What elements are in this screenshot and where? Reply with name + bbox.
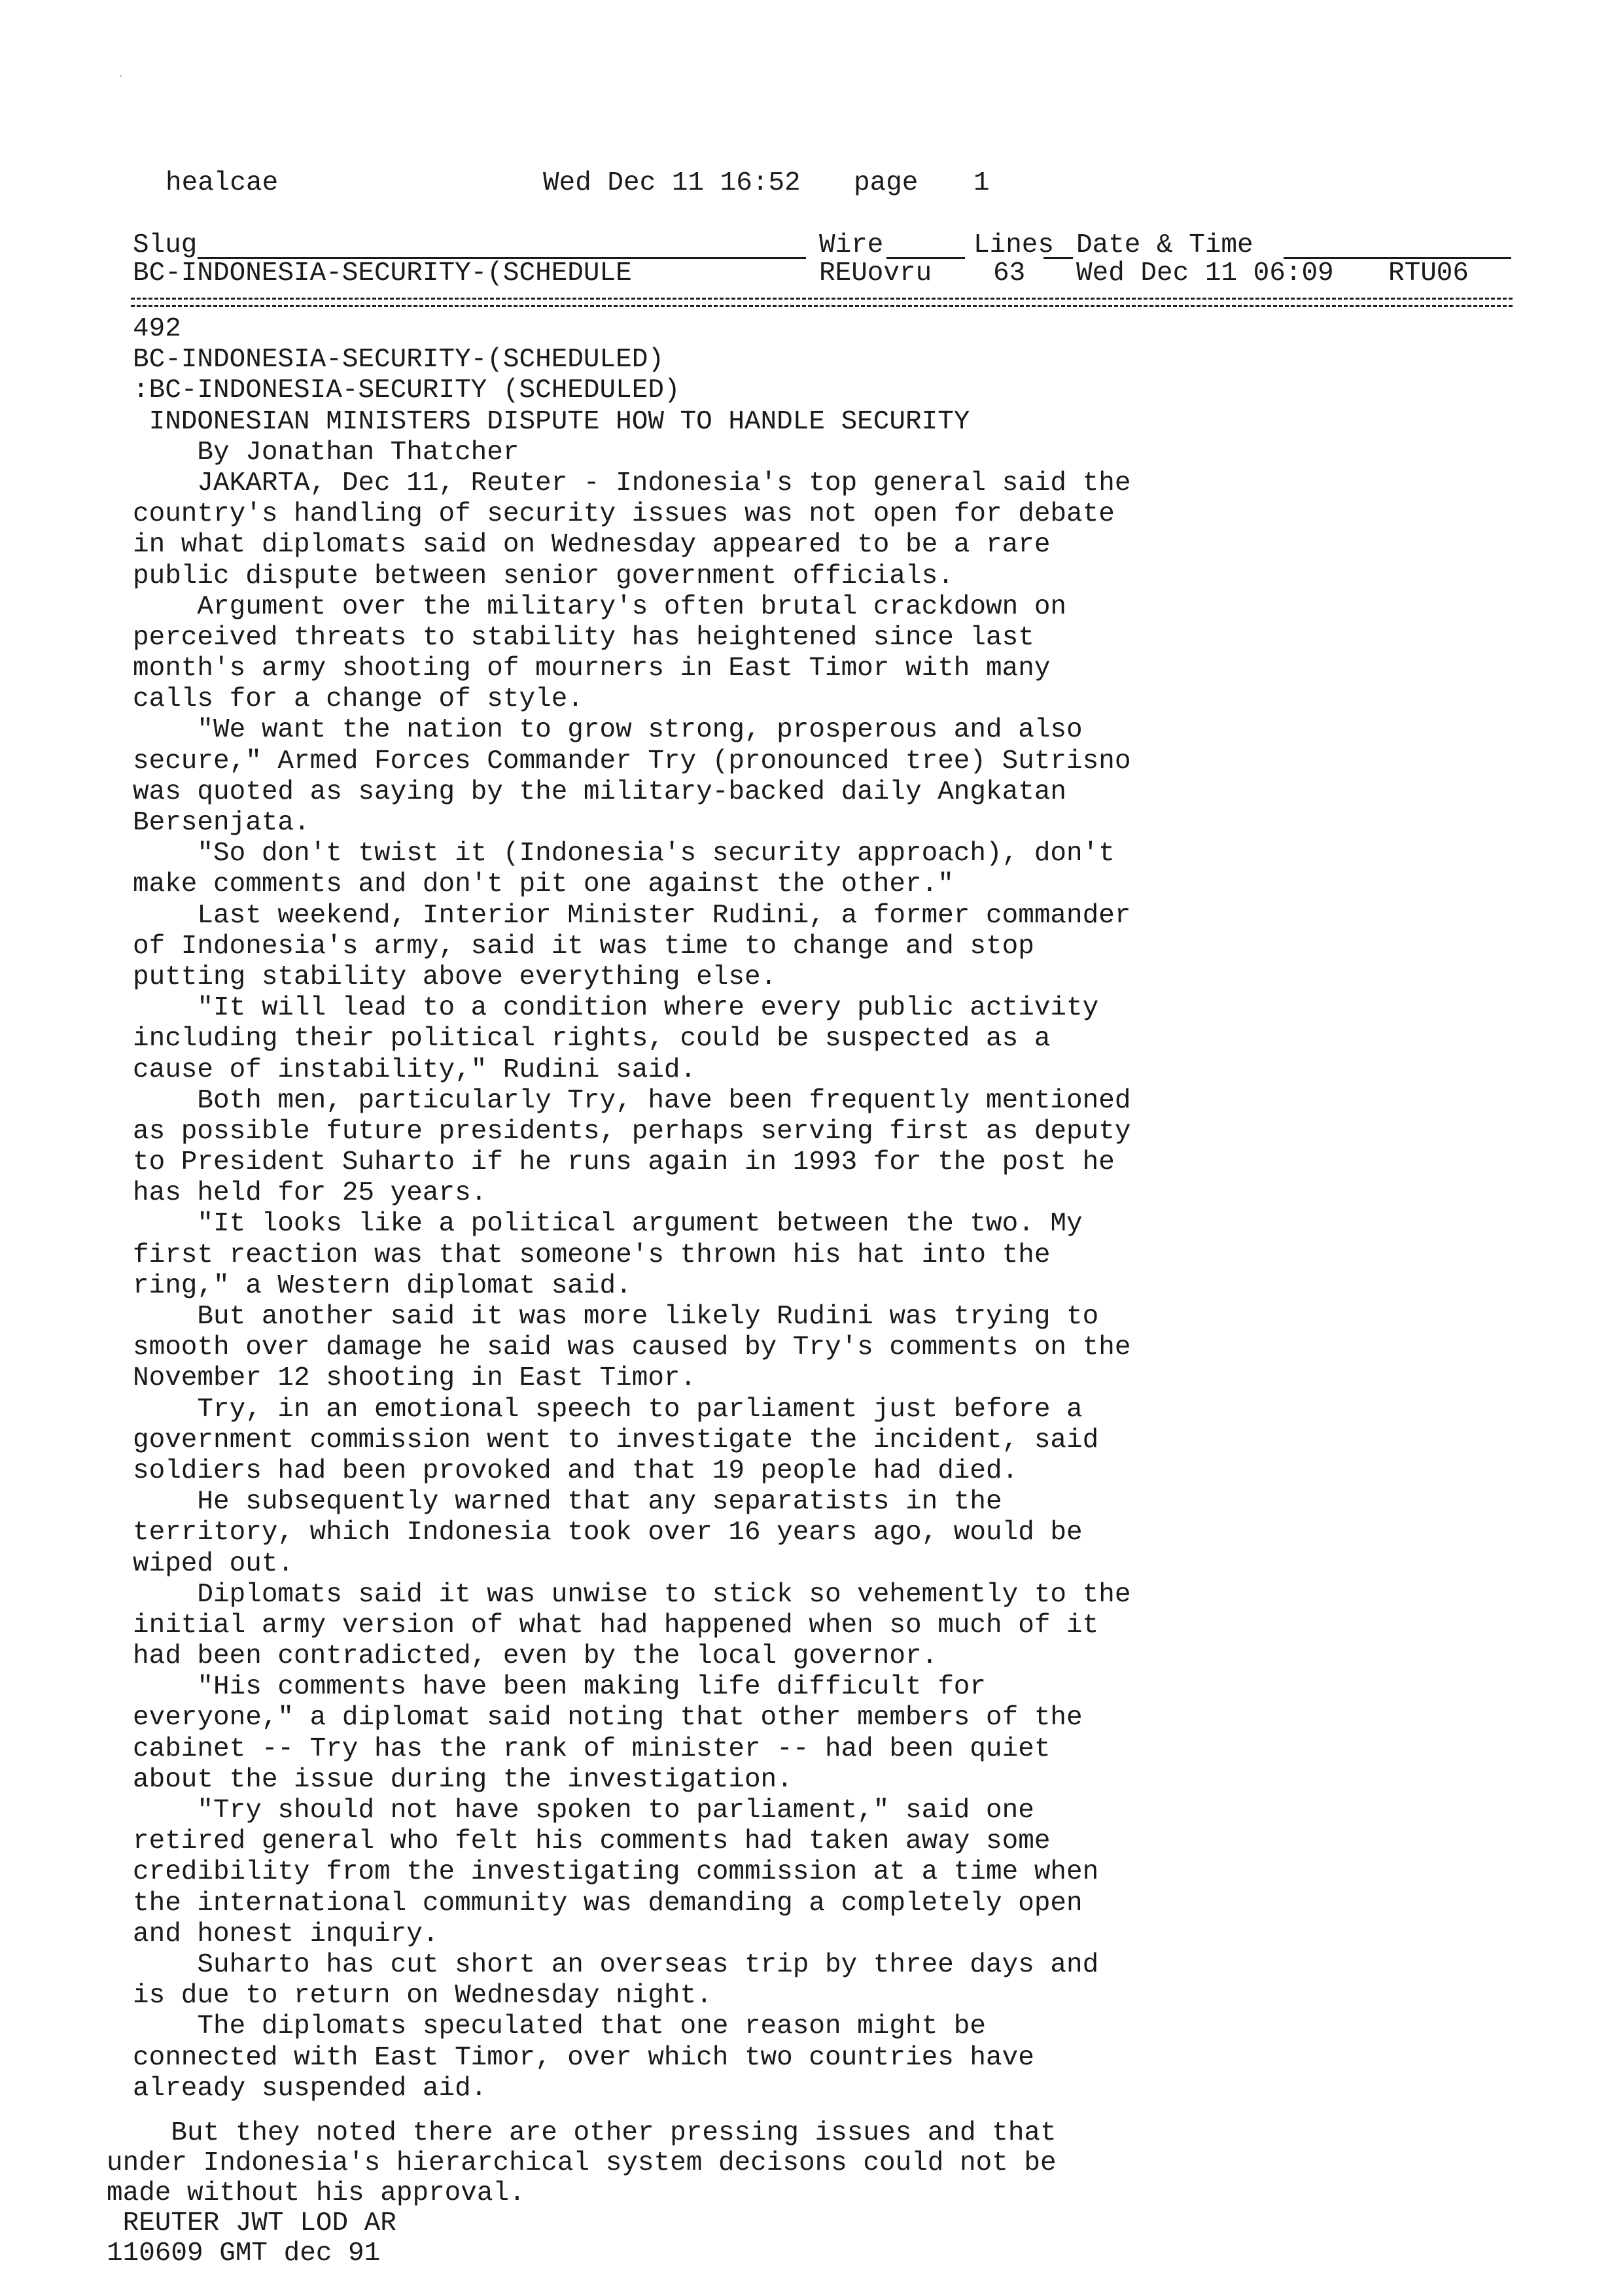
print-header-datetime: Wed Dec 11 16:52 xyxy=(543,168,801,198)
text-line: putting stability above everything else. xyxy=(133,962,777,992)
text-line: Argument over the military's often brutal crackdown on xyxy=(133,591,1067,622)
column-wire: Wire xyxy=(819,230,884,260)
text-line: perceived threats to stability has heightened since last xyxy=(133,622,1034,653)
text-line: first reaction was that someone's thrown his hat into the xyxy=(133,1240,1051,1270)
text-line: "Try should not have spoken to parliament," said one xyxy=(133,1796,1034,1826)
text-line: make comments and don't pit one against the other." xyxy=(133,869,954,900)
text-line: connected with East Timor, over which two countries have xyxy=(133,2042,1034,2073)
column-underline-lines xyxy=(1043,257,1073,259)
text-line: ring," a Western diplomat said. xyxy=(133,1270,632,1301)
text-line: is due to return on Wednesday night. xyxy=(133,1981,712,2011)
text-line: under Indonesia's hierarchical system decisons could not be xyxy=(107,2148,1057,2178)
text-line: Last weekend, Interior Minister Rudini, a former commander xyxy=(133,900,1131,931)
text-line: "So don't twist it (Indonesia's security approach), don't xyxy=(133,839,1115,869)
text-line: government commission went to investigate the incident, said xyxy=(133,1425,1099,1455)
record-code: RTU06 xyxy=(1388,258,1469,288)
text-line: "It will lead to a condition where every public activity xyxy=(133,993,1099,1024)
text-line: Try, in an emotional speech to parliament just before a xyxy=(133,1394,1083,1425)
print-header-page-number: 1 xyxy=(973,168,990,198)
text-line: By Jonathan Thatcher xyxy=(133,437,519,468)
text-line: "We want the nation to grow strong, prosperous and also xyxy=(133,715,1083,746)
column-slug: Slug xyxy=(133,230,198,260)
record-datetime: Wed Dec 11 06:09 xyxy=(1076,258,1334,288)
text-line: "It looks like a political argument between the two. My xyxy=(133,1209,1083,1240)
text-line: already suspended aid. xyxy=(133,2073,487,2104)
text-line: country's handling of security issues was not open for debate xyxy=(133,499,1115,530)
separator-double-rule xyxy=(131,298,1513,307)
text-line: of Indonesia's army, said it was time to change and stop xyxy=(133,931,1034,962)
text-line: INDONESIAN MINISTERS DISPUTE HOW TO HANDLE SECURITY xyxy=(133,406,970,437)
text-line: including their political rights, could be suspected as a xyxy=(133,1024,1051,1054)
text-line: in what diplomats said on Wednesday appeared to be a rare xyxy=(133,530,1051,561)
text-line: everyone," a diplomat said noting that other members of the xyxy=(133,1703,1083,1733)
text-line: JAKARTA, Dec 11, Reuter - Indonesia's top general said the xyxy=(133,468,1131,498)
print-header-page-label: page xyxy=(854,168,919,198)
text-line: has held for 25 years. xyxy=(133,1178,487,1209)
text-line: November 12 shooting in East Timor. xyxy=(133,1363,697,1394)
text-line: as possible future presidents, perhaps serving first as deputy xyxy=(133,1116,1131,1147)
text-line: 492 xyxy=(133,314,181,344)
print-header-user: healcae xyxy=(166,168,279,198)
column-lines: Lines xyxy=(973,230,1055,260)
text-line: Bersenjata. xyxy=(133,808,310,838)
text-line: credibility from the investigating commission at a time when xyxy=(133,1857,1099,1888)
text-line: had been contradicted, even by the local governor. xyxy=(133,1641,938,1672)
text-line: soldiers had been provoked and that 19 people had died. xyxy=(133,1455,1019,1486)
article-body xyxy=(133,314,1130,2104)
article-tail xyxy=(107,2118,1057,2269)
text-line: The diplomats speculated that one reason might be xyxy=(133,2011,987,2042)
text-line: initial army version of what had happened when so much of it xyxy=(133,1610,1099,1641)
column-datetime: Date & Time xyxy=(1076,230,1253,260)
text-line: 110609 GMT dec 91 xyxy=(107,2238,381,2269)
text-line: territory, which Indonesia took over 16 years ago, would be xyxy=(133,1518,1083,1548)
text-line: :BC-INDONESIA-SECURITY (SCHEDULED) xyxy=(133,375,680,406)
text-line: retired general who felt his comments had taken away some xyxy=(133,1826,1051,1857)
record-slug: BC-INDONESIA-SECURITY-(SCHEDULE xyxy=(133,258,632,288)
text-line: But they noted there are other pressing issues and that xyxy=(107,2118,1057,2148)
text-line: to President Suharto if he runs again in 1993 for the post he xyxy=(133,1147,1115,1178)
scan-speck xyxy=(120,75,122,77)
text-line: cause of instability," Rudini said. xyxy=(133,1054,697,1085)
text-line: made without his approval. xyxy=(107,2178,525,2208)
text-line: public dispute between senior government officials. xyxy=(133,561,954,591)
text-line: month's army shooting of mourners in East Timor with many xyxy=(133,653,1051,684)
text-line: was quoted as saying by the military-backed daily Angkatan xyxy=(133,776,1067,807)
text-line: calls for a change of style. xyxy=(133,684,584,715)
text-line: REUTER JWT LOD AR xyxy=(107,2208,396,2238)
record-wire: REUovru xyxy=(819,258,932,288)
text-line: He subsequently warned that any separatists in the xyxy=(133,1487,1002,1518)
text-line: and honest inquiry. xyxy=(133,1919,439,1949)
text-line: Diplomats said it was unwise to stick so vehemently to the xyxy=(133,1579,1131,1610)
text-line: Both men, particularly Try, have been frequently mentioned xyxy=(133,1085,1131,1116)
text-line: the international community was demanding a completely open xyxy=(133,1888,1083,1919)
text-line: secure," Armed Forces Commander Try (pronounced tree) Sutrisno xyxy=(133,746,1131,776)
text-line: smooth over damage he said was caused by Try's comments on the xyxy=(133,1332,1131,1363)
text-line: BC-INDONESIA-SECURITY-(SCHEDULED) xyxy=(133,345,664,375)
record-lines: 63 xyxy=(993,258,1026,288)
text-line: about the issue during the investigation. xyxy=(133,1764,793,1795)
text-line: "His comments have been making life difficult for xyxy=(133,1672,987,1703)
text-line: Suharto has cut short an overseas trip by three days and xyxy=(133,1949,1099,1980)
text-line: But another said it was more likely Rudini was trying to xyxy=(133,1302,1099,1332)
text-line: cabinet -- Try has the rank of minister -- had been quiet xyxy=(133,1733,1051,1764)
text-line: wiped out. xyxy=(133,1548,294,1579)
